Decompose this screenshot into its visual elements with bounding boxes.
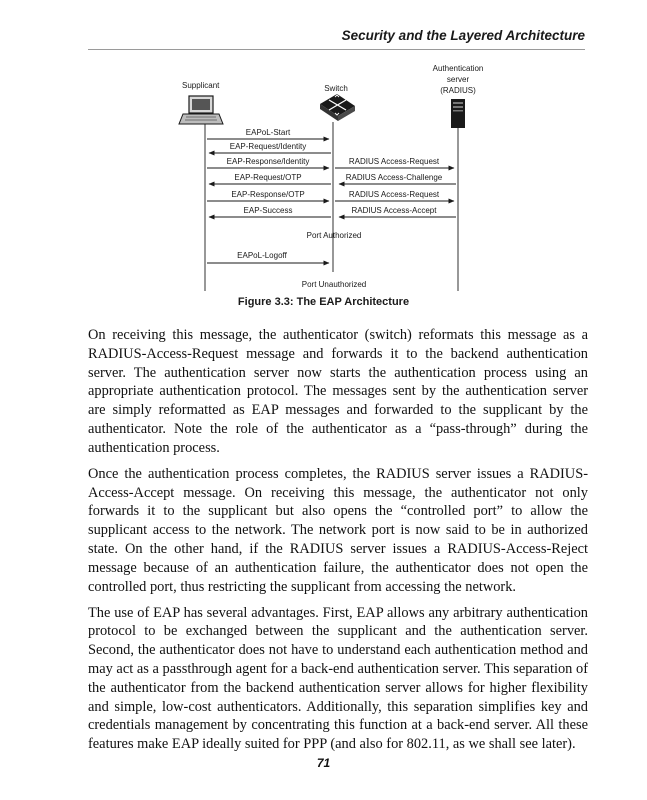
server-label-line-2: server [446,75,470,84]
message-label: RADIUS Access-Challenge [345,173,443,182]
message-label: EAP-Request/Identity [229,142,307,151]
page-number: 71 [316,756,331,770]
server-tower-icon [451,99,465,128]
message-label: EAPoL-Start [245,128,291,137]
running-header: Security and the Layered Architecture [341,28,585,43]
switch-label: Switch [324,84,348,93]
message-label: EAP-Request/OTP [234,173,302,182]
paragraph: Once the authentication process completes, the RADIUS server issues a RADIUS-Access-Accept message. On receiving this message, the authenticator not only forwards it to the supplicant but also opens the “controlled port” to allow the supplicant access to the network. The network port is now said to be in authorized state. On the other hand, if the RADIUS server issues a RADIUS-Access-Reject message because of an authentication failure, the authenticator does not open the controlled port, thus restricting the supplicant from accessing the network. [88,465,588,595]
port-authorized-label: Port Authorized [306,231,362,240]
message-label: EAPoL-Logoff [237,251,287,260]
message-label: RADIUS Access-Request [348,190,440,199]
laptop-icon [179,96,223,124]
port-unauthorized-label: Port Unauthorized [301,280,367,289]
server-label-line-1: Authentication [432,64,484,73]
body-text [88,326,588,761]
message-label: RADIUS Access-Accept [351,206,437,215]
message-label: RADIUS Access-Request [348,157,440,166]
message-label: EAP-Response/OTP [231,190,305,199]
message-label: EAP-Response/Identity [226,157,310,166]
eap-sequence-diagram [0,0,647,300]
figure-caption: Figure 3.3: The EAP Architecture [237,296,410,308]
supplicant-label: Supplicant [182,81,220,90]
server-label-line-3: (RADIUS) [440,86,476,95]
paragraph: On receiving this message, the authenticator (switch) reformats this message as a RADIUS-Access-Request message and forwards it to the backend authentication server. The authentication server now starts the authentication process using an appropriate authentication protocol. The messages sent by the authentication server are simply reformatted as EAP messages and forwarded to the supplicant by the authenticator. Note the role of the authenticator as a “pass-through” during the authentication process. [88,327,588,456]
switch-icon [320,94,355,121]
message-label: EAP-Success [243,206,293,215]
paragraph: The use of EAP has several advantages. First, EAP allows any arbitrary authentication protocol to be exchanged between the supplicant and the authentication server. Second, the authenticator does not have to understand each authentication method and may act as a passthrough agent for a back-end authentication server. This separation of the authenticator from the backend authentication server allows for higher flexibility and simple, low-cost authenticators. Additionally, this separation simplifies key and credentials management by concentrating this function at a back-end server. All these features make EAP ideally suited for PPP (and also for 802.11, as we shall see later). [88,604,588,753]
